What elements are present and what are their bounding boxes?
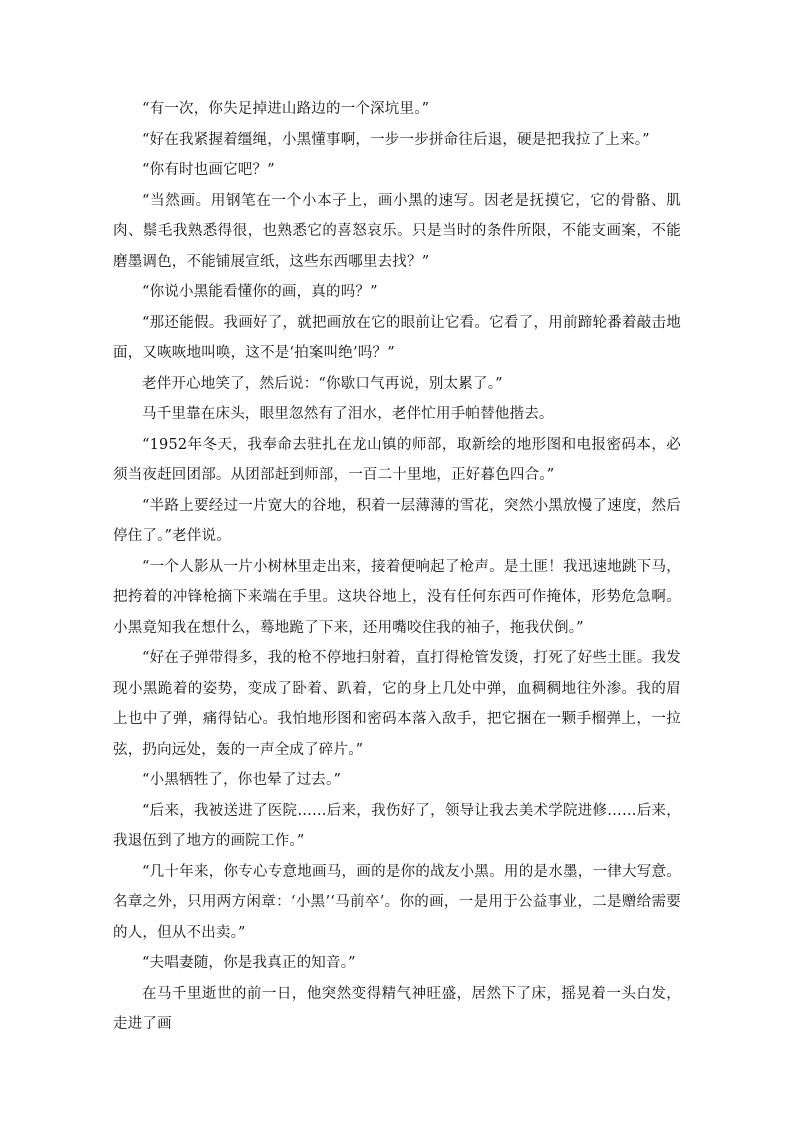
paragraph: 马千里靠在床头，眼里忽然有了泪水，老伴忙用手帕替他揩去。 — [142, 406, 554, 422]
paragraph: 在马千里逝世的前一日，他突然变得精气神旺盛，居然下了床，摇晃着一头白发，走进了画 — [113, 985, 681, 1032]
paragraph: “好在子弹带得多，我的枪不停地扫射着，直打得枪管发烫，打死了好些土匪。我发现小黑跪着的姿势，变成了卧着、趴着，它的身上几处中弹，血稠稠地往外渗。我的眉上也中了弹，痛得钻心。我怕地形图和密码本落入敌手，把它捆在一颗手榴弹上，一拉弦，扔向远处，轰的一声全成了碎片。” — [113, 650, 681, 758]
paragraph: “半路上要经过一片宽大的谷地，积着一层薄薄的雪花，突然小黑放慢了速度，然后停住了。”老伴说。 — [113, 497, 681, 544]
paragraph: “小黑牺牲了，你也晕了过去。” — [142, 772, 342, 788]
paragraph: “有一次，你失足掉进山路边的一个深坑里。” — [142, 101, 430, 117]
paragraph: 老伴开心地笑了，然后说：“你歇口气再说，别太累了。” — [142, 375, 503, 392]
paragraph: “那还能假。我画好了，就把画放在它的眼前让它看。它看了，用前蹄轮番着敲击地面，又咴咴地叫唤，这不是‘拍案叫绝’吗？” — [113, 314, 681, 361]
paragraph: “几十年来，你专心专意地画马，画的是你的战友小黑。用的是水墨，一律大写意。名章之外，只用两方闲章：‘小黑’‘马前卒’。你的画，一是用于公益事业，二是赠给需要的人，但从不出卖。” — [113, 863, 681, 941]
paragraph: “你说小黑能看懂你的画，真的吗？” — [142, 284, 378, 300]
paragraph: “好在我紧握着缰绳，小黑懂事啊，一步一步拼命往后退，硬是把我拉了上来。” — [142, 131, 650, 148]
paragraph: “后来，我被送进了医院……后来，我伤好了，领导让我去美术学院进修……后来，我退伍到了地方的画院工作。” — [113, 802, 681, 849]
paragraph: “夫唱妻随，你是我真正的知音。” — [142, 955, 356, 971]
paragraph: “一个人影从一片小树林里走出来，接着便响起了枪声。是土匪！我迅速地跳下马，把挎着的冲锋枪摘下来端在手里。这块谷地上，没有任何东西可作掩体，形势危急啊。小黑竟知我在想什么，蓦地跪了下来，还用嘴咬住我的袖子，拖我伏倒。” — [113, 558, 681, 636]
story-text — [113, 94, 681, 1040]
paragraph: “1952年冬天，我奉命去驻扎在龙山镇的师部，取新绘的地形图和电报密码本，必须当夜赶回团部。从团部赶到师部，一百二十里地，正好暮色四合。” — [113, 436, 681, 483]
paragraph: “当然画。用钢笔在一个小本子上，画小黑的速写。因老是抚摸它，它的骨骼、肌肉、鬃毛我熟悉得很，也熟悉它的喜怒哀乐。只是当时的条件所限，不能支画案，不能磨墨调色，不能铺展宣纸，这些东西哪里去找？” — [113, 192, 681, 270]
paragraph: “你有时也画它吧？” — [142, 162, 275, 178]
